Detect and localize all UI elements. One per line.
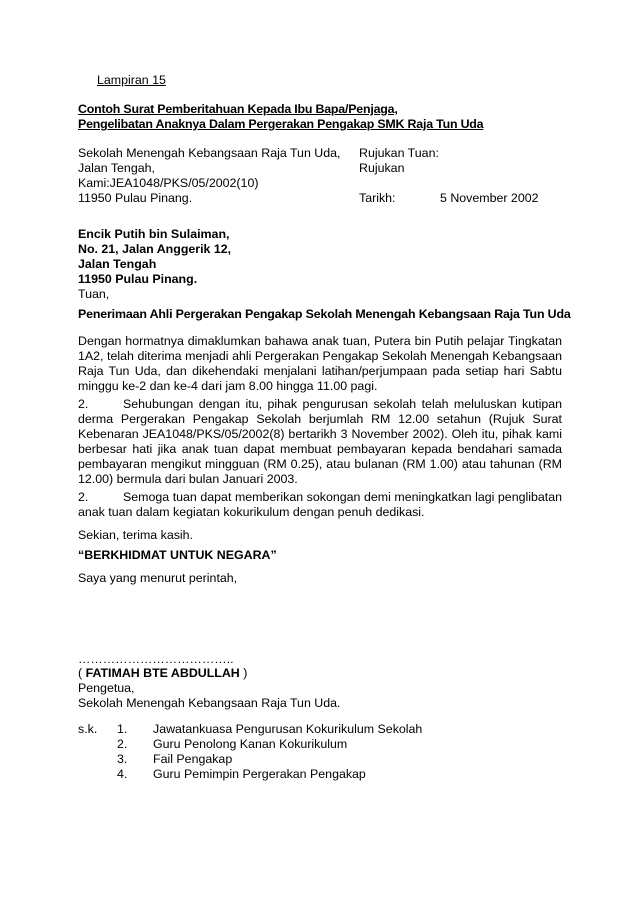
sender-line: 11950 Pulau Pinang. — [78, 191, 193, 205]
salutation: Tuan, — [78, 287, 110, 301]
sender-line: Sekolah Menengah Kebangsaan Raja Tun Uda, — [78, 146, 341, 160]
paragraph-3 — [78, 490, 562, 520]
signatory-name — [78, 666, 247, 681]
cc-list — [153, 722, 422, 782]
our-ref-label: Rujukan — [359, 161, 405, 175]
recipient-address — [78, 227, 231, 287]
heading-line-2: Pengelibatan Anaknya Dalam Pergerakan Pengakap SMK Raja Tun Uda — [78, 117, 484, 131]
paragraph-3-text: Semoga tuan dapat memberikan sokongan demi meningkatkan lagi penglibatan anak tuan dalam kegiatan kokurikulum dengan penuh dedikasi. — [78, 490, 562, 519]
cc-item: Guru Pemimpin Pergerakan Pengakap — [153, 767, 366, 781]
signatory-title: Pengetua, — [78, 681, 135, 695]
paragraph-number: 2. — [78, 397, 89, 411]
paragraph-number: 2. — [78, 490, 89, 504]
recipient-line: No. 21, Jalan Anggerik 12, — [78, 242, 232, 256]
cc-item: Guru Penolong Kanan Kokurikulum — [153, 737, 348, 751]
cc-item: Jawatankuasa Pengurusan Kokurikulum Sekolah — [153, 722, 423, 736]
cc-numbers — [117, 722, 127, 782]
recipient-line: 11950 Pulau Pinang. — [78, 272, 198, 286]
signatory-name-text: FATIMAH BTE ABDULLAH — [85, 666, 240, 680]
paragraph-2 — [78, 397, 562, 487]
motto: “BERKHIDMAT UNTUK NEGARA” — [78, 548, 277, 562]
cc-item: Fail Pengakap — [153, 752, 233, 766]
paragraph-1: Dengan hormatnya dimaklumkan bahawa anak tuan, Putera bin Putih pelajar Tingkatan 1A2, telah diterima menjadi ahli Pergerakan Pengakap Sekolah Menengah Kebangsaan Raja Tun Uda, dan dikehendaki menjalani latihan/perjumpaan pada setiap hari Sabtu minggu ke-2 dan ke-4 dari jam 8.00 hingga 11.00 pagi. — [78, 334, 562, 393]
cc-number: 4. — [117, 767, 128, 781]
subject-line: Penerimaan Ahli Pergerakan Pengakap Sekolah Menengah Kebangsaan Raja Tun Uda — [78, 307, 571, 321]
sign-off: Saya yang menurut perintah, — [78, 571, 238, 585]
cc-number: 3. — [117, 752, 128, 766]
heading-line-1: Contoh Surat Pemberitahuan Kepada Ibu Bapa/Penjaga, — [78, 102, 398, 116]
bracket-close: ) — [239, 666, 248, 680]
sender-line: Jalan Tengah, — [78, 161, 155, 175]
signatory-organisation: Sekolah Menengah Kebangsaan Raja Tun Uda. — [78, 696, 341, 710]
date-label: Tarikh: — [359, 191, 396, 205]
cc-label: s.k. — [78, 722, 98, 736]
closing: Sekian, terima kasih. — [78, 528, 194, 542]
date-value: 5 November 2002 — [440, 191, 539, 205]
sender-address — [78, 146, 340, 206]
cc-number: 2. — [117, 737, 128, 751]
sender-line: Kami:JEA1048/PKS/05/2002(10) — [78, 176, 259, 190]
recipient-line: Jalan Tengah — [78, 257, 157, 271]
signature-dots: ……………………………….. — [78, 652, 234, 666]
cc-number: 1. — [117, 722, 128, 736]
recipient-line: Encik Putih bin Sulaiman, — [78, 227, 230, 241]
paragraph-2-text: Sehubungan dengan itu, pihak pengurusan sekolah telah meluluskan kutipan derma Pergerakan Pengakap Sekolah berjumlah RM 12.00 setahun (Rujuk Surat Kebenaran JEA1048/PKS/05/2002(8) bertarikh 3 November 2002). Oleh itu, pihak kami berbesar hati jika anak tuan dapat membuat pembayaran kepada bendahari samada pembayaran mengikut mingguan (RM 0.25), atau bulanan (RM 1.00) atau tahunan (RM 12.00) bermula dari bulan Januari 2003. — [78, 397, 562, 486]
your-ref-label: Rujukan Tuan: — [359, 146, 439, 160]
bracket-open: ( — [78, 666, 86, 680]
attachment-label: Lampiran 15 — [97, 73, 166, 87]
